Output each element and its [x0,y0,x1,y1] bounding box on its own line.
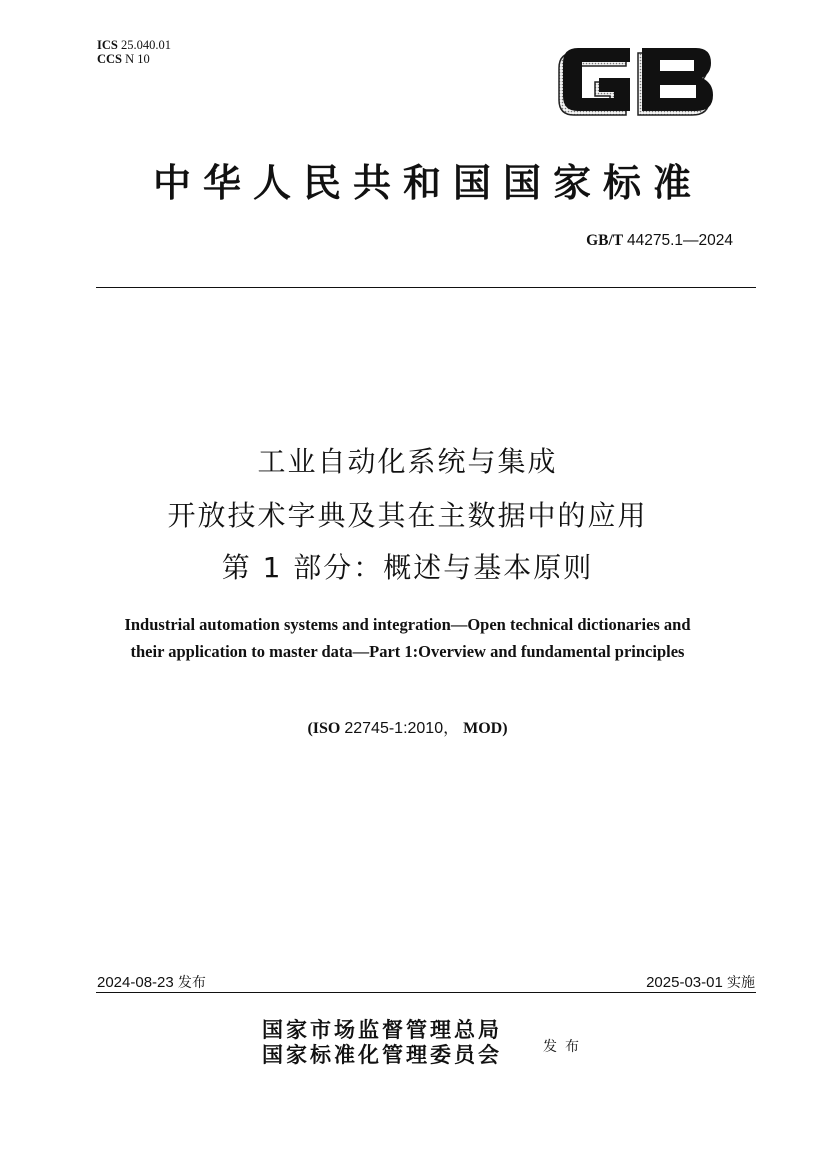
english-title-line-2: their application to master data—Part 1:Overview and fundamental principles [130,642,685,661]
chinese-title-line-1: 工业自动化系统与集成 [257,445,558,478]
divider-top [96,287,756,288]
chinese-title-line-3: 第 1 部分：概述与基本原则 [221,551,594,584]
iso-number: 22745-1:2010， [344,720,460,737]
issuer-sac: 国家标准化管理委员会 [262,1042,502,1067]
standard-prefix: GB/T [586,232,624,249]
ics-value: 25.040.01 [120,38,171,52]
ics-label: ICS [97,38,118,52]
standard-number [586,232,733,250]
ccs-label: CCS [97,52,123,66]
divider-bottom [96,992,756,993]
implementation-date-value: 2025-03-01 [646,974,723,991]
release-date [97,972,206,992]
iso-open: (ISO [307,720,341,737]
iso-reference [40,715,775,738]
national-standard-title: 中华人民共和国国家标准 [152,160,703,205]
ics-code [97,38,171,52]
ccs-code [97,52,150,66]
standard-number-value: 44275.1—2024 [626,232,733,249]
issued-by-label: 发布 [543,1039,587,1055]
implementation-date [646,972,755,992]
english-title-line-1: Industrial automation systems and integration—Open technical dictionaries and [124,615,691,634]
release-label: 发布 [177,975,206,991]
chinese-title-line-2: 开放技术字典及其在主数据中的应用 [167,499,648,532]
release-date-value: 2024-08-23 [97,974,174,991]
implementation-label: 实施 [727,975,755,991]
ccs-value: N 10 [125,52,150,66]
issuer-samr: 国家市场监督管理总局 [262,1017,502,1042]
gb-logo-icon [552,44,714,122]
iso-mod: MOD) [463,720,508,737]
